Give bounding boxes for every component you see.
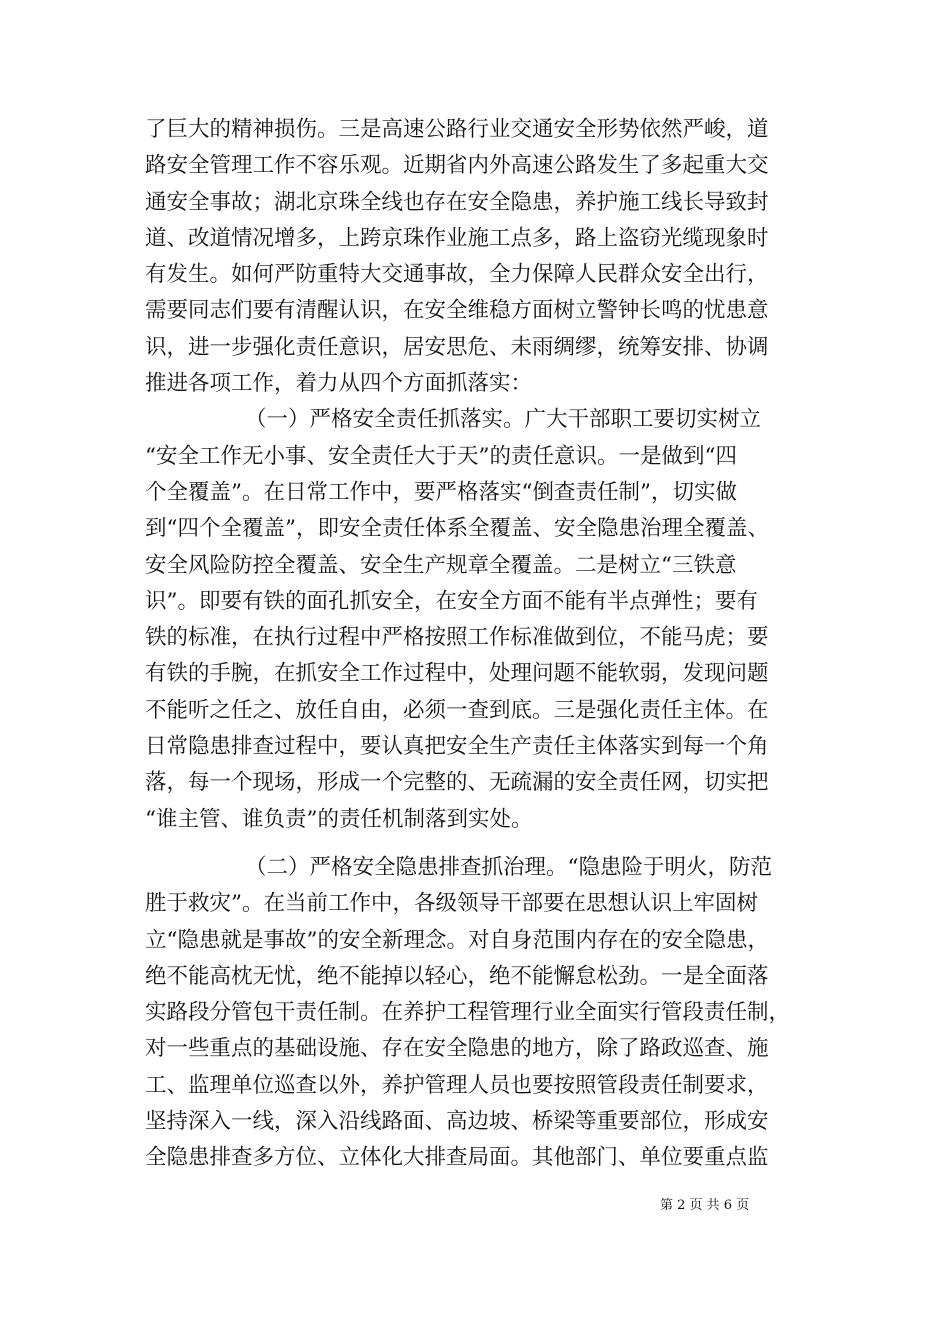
text-line: 识，进一步强化责任意识，居安思危、未雨绸缪，统筹安排、协调 — [145, 334, 769, 360]
text-line: 到“四个全覆盖”，即安全责任体系全覆盖、安全隐患治理全覆盖、 — [145, 516, 769, 542]
text-line: 全隐患排查多方位、立体化大排查局面。其他部门、单位要重点监 — [145, 1145, 769, 1171]
text-line: 绝不能高枕无忧，绝不能掉以轻心，绝不能懈怠松劲。一是全面落 — [145, 963, 769, 989]
text-line: 有发生。如何严防重特大交通事故，全力保障人民群众安全出行， — [145, 262, 769, 288]
text-line: 通安全事故；湖北京珠全线也存在安全隐患，养护施工线长导致封 — [145, 189, 769, 215]
text-line: “谁主管、谁负责”的责任机制落到实处。 — [145, 806, 533, 832]
text-line: 识”。即要有铁的面孔抓安全，在安全方面不能有半点弹性；要有 — [145, 588, 758, 614]
section-heading-line: （一）严格安全责任抓落实。广大干部职工要切实树立 — [245, 407, 762, 433]
text-line: 推进各项工作，着力从四个方面抓落实： — [145, 371, 533, 397]
text-line: 坚持深入一线，深入沿线路面、高边坡、桥梁等重要部位，形成安 — [145, 1109, 769, 1135]
text-line: 工、监理单位巡查以外，养护管理人员也要按照管段责任制要求， — [145, 1072, 769, 1098]
text-line: 实路段分管包干责任制。在养护工程管理行业全面实行管段责任制， — [145, 1000, 791, 1026]
section-heading-line: （二）严格安全隐患排查抓治理。“隐患险于明火，防范 — [245, 854, 772, 880]
text-line: “安全工作无小事、安全责任大于天”的责任意识。一是做到“四 — [145, 443, 737, 469]
text-line: 安全风险防控全覆盖、安全生产规章全覆盖。二是树立“三铁意 — [145, 552, 737, 578]
page-number-footer: 第 2 页 共 6 页 — [660, 1198, 750, 1213]
text-line: 个全覆盖”。在日常工作中，要严格落实“倒查责任制”，切实做 — [145, 479, 737, 505]
text-line: 路安全管理工作不容乐观。近期省内外高速公路发生了多起重大交 — [145, 153, 769, 179]
text-line: 立“隐患就是事故”的安全新理念。对自身范围内存在的安全隐患， — [145, 927, 769, 953]
text-line: 胜于救灾”。在当前工作中，各级领导干部要在思想认识上牢固树 — [145, 891, 758, 917]
text-line: 日常隐患排查过程中，要认真把安全生产责任主体落实到每一个角 — [145, 734, 769, 760]
body-text — [145, 112, 825, 1177]
text-line: 落，每一个现场，形成一个完整的、无疏漏的安全责任网，切实把 — [145, 770, 769, 796]
text-line: 道、改道情况增多，上跨京珠作业施工点多，路上盗窃光缆现象时 — [145, 225, 769, 251]
text-line: 有铁的手腕，在抓安全工作过程中，处理问题不能软弱，发现问题 — [145, 661, 769, 687]
text-line: 不能听之任之、放任自由，必须一查到底。三是强化责任主体。在 — [145, 697, 769, 723]
text-line: 了巨大的精神损伤。三是高速公路行业交通安全形势依然严峻，道 — [145, 117, 769, 142]
text-line: 对一些重点的基础设施、存在安全隐患的地方，除了路政巡查、施 — [145, 1036, 769, 1062]
text-line: 需要同志们要有清醒认识，在安全维稳方面树立警钟长鸣的忧患意 — [145, 298, 769, 324]
text-line: 铁的标准，在执行过程中严格按照工作标准做到位，不能马虎；要 — [145, 625, 769, 651]
